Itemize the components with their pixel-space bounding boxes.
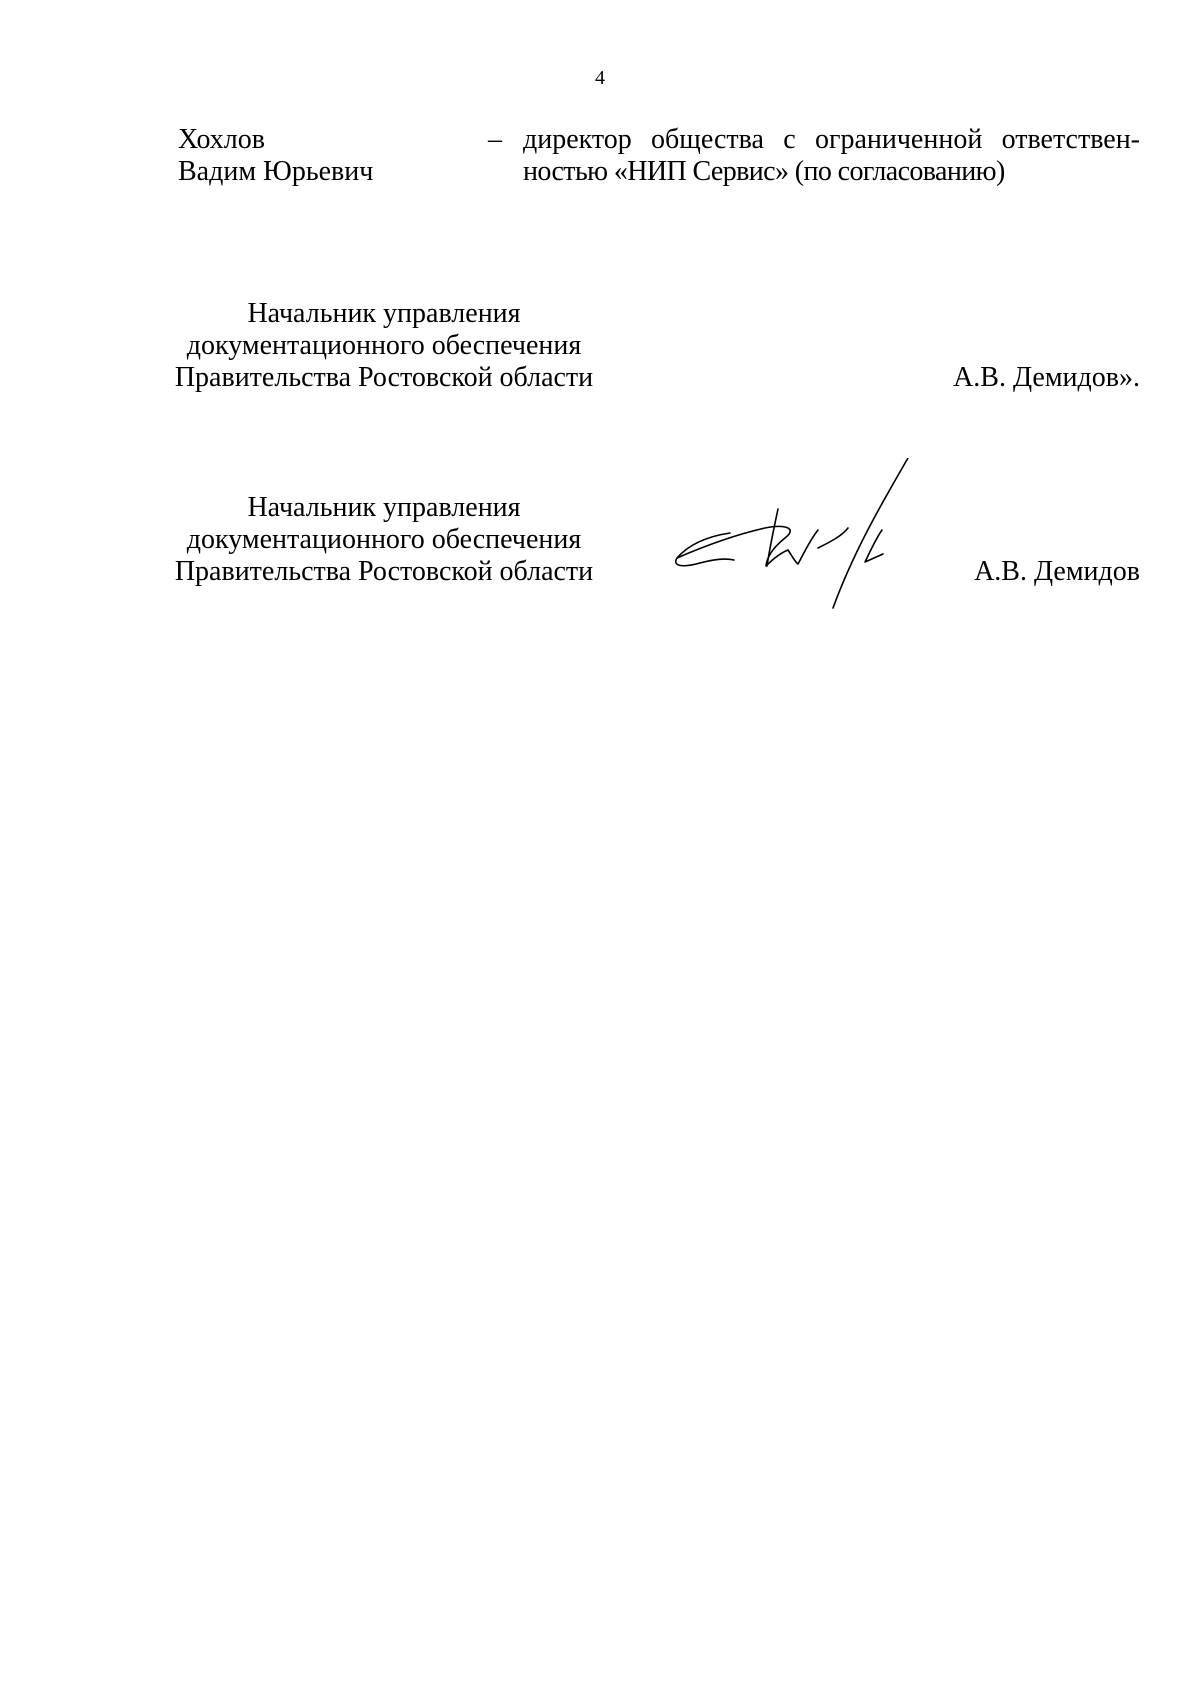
signature-stroke-6 bbox=[865, 530, 883, 562]
signature-stroke-1 bbox=[676, 533, 734, 566]
member-description bbox=[523, 124, 1140, 188]
second-signatory-name: А.В. Демидов bbox=[974, 556, 1140, 587]
member-description-line-2: ностью «НИП Сервис» (по согласованию) bbox=[523, 156, 1005, 187]
second-signatory-title bbox=[168, 492, 600, 588]
second-signatory-title-line-2: документационного обеспечения bbox=[186, 524, 582, 555]
signature-stroke-2 bbox=[677, 526, 818, 566]
first-signatory-name: А.В. Демидов». bbox=[953, 362, 1140, 393]
first-signatory-title-line-2: документационного обеспечения bbox=[186, 330, 582, 361]
member-description-line-1: директор общества с ограниченной ответствен- bbox=[523, 124, 1140, 155]
first-signatory-title-line-1: Начальник управления bbox=[247, 298, 521, 329]
member-surname: Хохлов bbox=[178, 124, 265, 155]
signature-stroke-4 bbox=[818, 528, 848, 548]
first-signatory-title-line-3: Правительства Ростовской области bbox=[174, 362, 594, 393]
member-dash: – bbox=[488, 124, 502, 155]
handwritten-signature bbox=[670, 458, 970, 618]
second-signatory-title-line-1: Начальник управления bbox=[247, 492, 521, 523]
member-name bbox=[178, 124, 468, 188]
member-given-names: Вадим Юрьевич bbox=[178, 156, 374, 187]
page-number: 4 bbox=[595, 67, 605, 89]
first-signatory-title bbox=[168, 298, 600, 394]
second-signatory-title-line-3: Правительства Ростовской области bbox=[174, 556, 594, 587]
